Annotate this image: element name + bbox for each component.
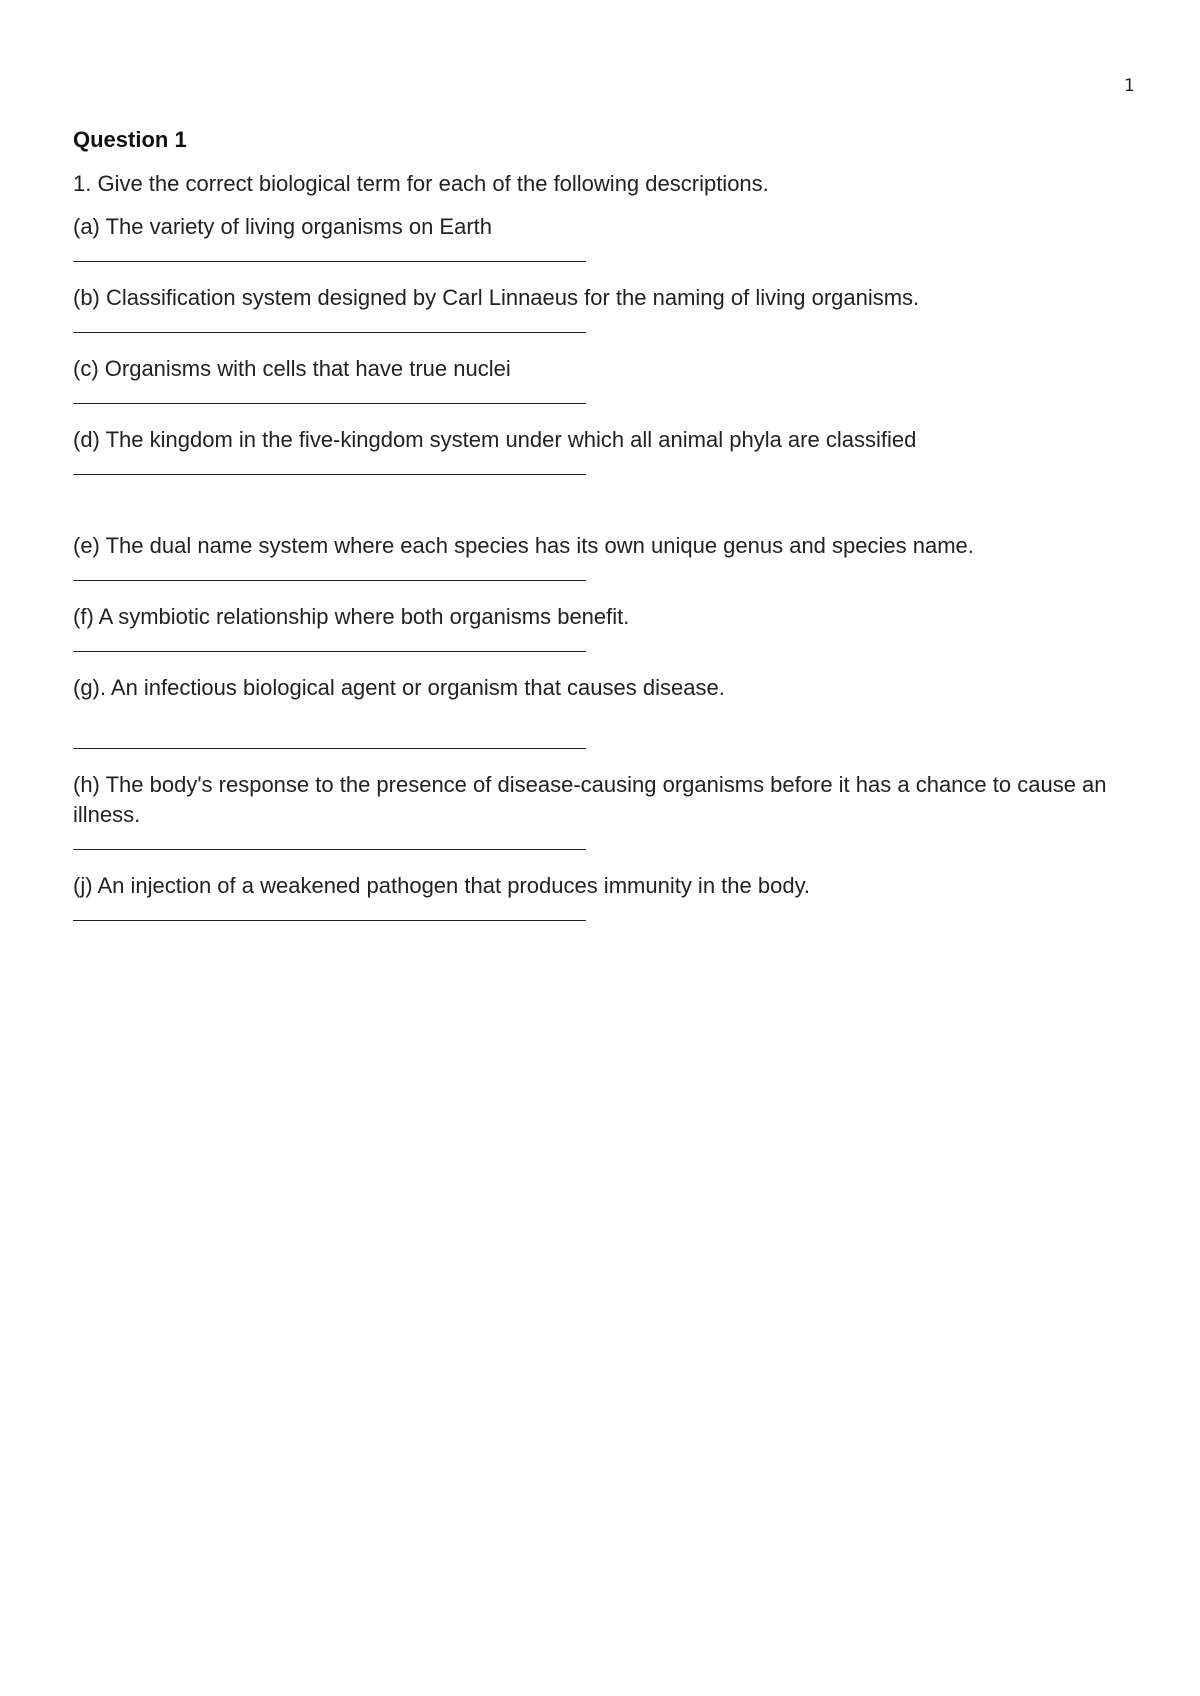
question-item-text: (g). An infectious biological agent or organism that causes disease. xyxy=(73,675,725,700)
answer-line[interactable] xyxy=(73,561,586,581)
question-item-text: (a) The variety of living organisms on Earth xyxy=(73,214,492,239)
question-item-text: (f) A symbiotic relationship where both organisms benefit. xyxy=(73,604,630,629)
question-item-text: (d) The kingdom in the five-kingdom system under which all animal phyla are classified xyxy=(73,427,917,452)
question-item-text: (j) An injection of a weakened pathogen that produces immunity in the body. xyxy=(73,873,811,898)
question-item-text: (b) Classification system designed by Carl Linnaeus for the naming of living organisms. xyxy=(73,285,920,310)
answer-line[interactable] xyxy=(73,313,586,333)
question-item-d xyxy=(73,425,1133,475)
page-number: 1 xyxy=(1124,76,1135,96)
question-title: Question 1 xyxy=(73,127,187,152)
question-item-c xyxy=(73,354,1133,404)
question-instruction: 1. Give the correct biological term for each of the following descriptions. xyxy=(73,171,769,196)
question-item-text: (c) Organisms with cells that have true nuclei xyxy=(73,356,511,381)
answer-line[interactable] xyxy=(73,384,586,404)
answer-line[interactable] xyxy=(73,455,586,475)
question-item-text: (e) The dual name system where each species has its own unique genus and species name. xyxy=(73,533,974,558)
question-item-j xyxy=(73,871,1133,921)
answer-line[interactable] xyxy=(73,242,586,262)
answer-line[interactable] xyxy=(73,830,586,850)
question-item-g xyxy=(73,673,1133,749)
question-item-a xyxy=(73,212,1133,262)
answer-line[interactable] xyxy=(73,901,586,921)
answer-line[interactable] xyxy=(73,703,586,749)
answer-line[interactable] xyxy=(73,632,586,652)
question-item-f xyxy=(73,602,1133,652)
question-item-text: (h) The body's response to the presence of disease-causing organisms before it has a chance to cause an illness. xyxy=(73,772,1107,827)
question-item-h xyxy=(73,770,1133,850)
document-body xyxy=(73,125,1133,921)
question-item-e xyxy=(73,531,1133,581)
question-item-b xyxy=(73,283,1133,333)
